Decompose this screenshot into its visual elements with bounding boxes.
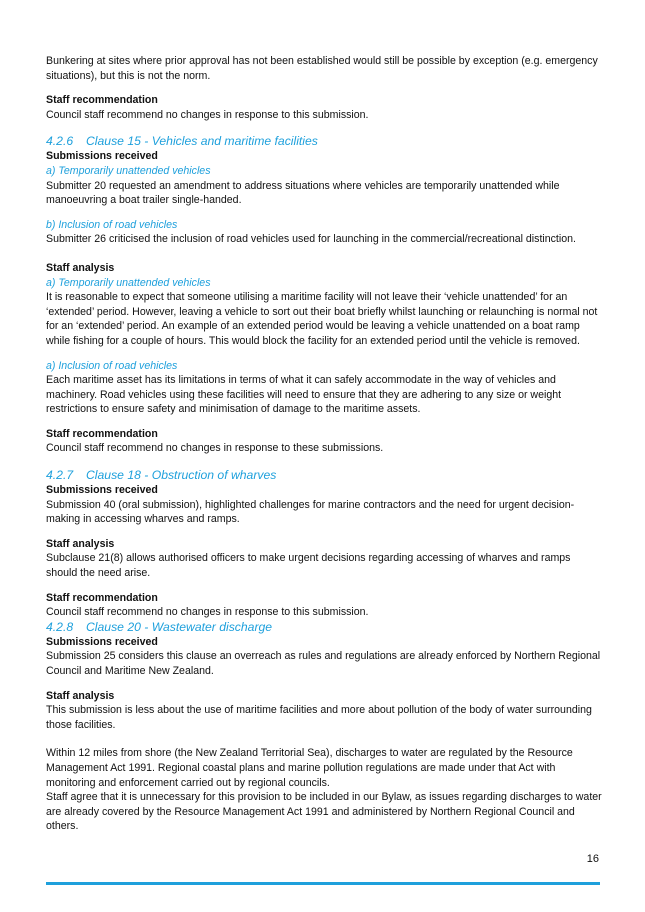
page-content (46, 54, 602, 834)
subheading-unattended-vehicles: a) Temporarily unattended vehicles (46, 276, 211, 289)
staff-analysis-heading: Staff analysis (46, 689, 115, 702)
analysis-text: Within 12 miles from shore (the New Zealand Territorial Sea), discharges to water are regulated by the Resource Management Act 1991. Regional coastal plans and marine pollution regulations are made under that Act with monitoring and enforcement carried out by regional councils. (46, 747, 573, 789)
section-number: 4.2.8 (46, 619, 74, 634)
staff-recommendation-heading: Staff recommendation (46, 427, 158, 440)
submission-text: Submission 40 (oral submission), highlighted challenges for marine contractors and the need for urgent decision-making in accessing wharves and ramps. (46, 498, 575, 526)
analysis-text: Staff agree that it is unnecessary for this provision to be included in our Bylaw, as issues regarding discharges to water are already covered by the Resource Management Act 1991 and administered by Northern Regional Council and others. (46, 791, 602, 833)
staff-recommendation-text: Council staff recommend no changes in response to this submission. (46, 606, 369, 619)
section-title: Clause 15 - Vehicles and maritime facilities (86, 134, 318, 149)
intro-paragraph: Bunkering at sites where prior approval has not been established would still be possible by exception (e.g. emergency situations), but this is not the norm. (46, 55, 598, 82)
analysis-text: Subclause 21(8) allows authorised officers to make urgent decisions regarding accessing of wharves and ramps should the need arise. (46, 552, 571, 580)
section-number: 4.2.6 (46, 134, 74, 149)
section-title: Clause 20 - Wastewater discharge (86, 619, 273, 634)
analysis-text: It is reasonable to expect that someone utilising a maritime facility will not leave their ‘vehicle unattended’ for an ‘extended’ period. However, leaving a vehicle to sort out their boat briefly whilst launching or relaunching is normal not for an ‘extended’ period. An example of an extended period would be leaving a vehicle unattended on a boat ramp while fishing for a couple of hours. This would block the facility for an extended period until the vehicle is removed. (46, 291, 598, 347)
submissions-received-heading: Submissions received (46, 150, 158, 163)
submission-text: Submitter 26 criticised the inclusion of road vehicles used for launching in the commercial/recreational distinction. (46, 233, 576, 246)
subheading-unattended-vehicles: a) Temporarily unattended vehicles (46, 164, 211, 177)
submissions-received-heading: Submissions received (46, 635, 158, 648)
staff-analysis-heading: Staff analysis (46, 537, 115, 550)
subheading-road-vehicles: a) Inclusion of road vehicles (46, 359, 178, 372)
section-heading-4-2-6 (46, 134, 602, 149)
submission-text: Submitter 20 requested an amendment to address situations where vehicles are temporarily unattended while manoeuvring a boat trailer single-handed. (46, 179, 560, 207)
analysis-text: This submission is less about the use of maritime facilities and more about pollution of the body of water surrounding those facilities. (46, 704, 592, 731)
staff-recommendation-heading: Staff recommendation (46, 591, 158, 604)
staff-recommendation-text: Council staff recommend no changes in response to this submission. (46, 108, 369, 121)
page-number: 16 (586, 853, 599, 865)
staff-recommendation-heading: Staff recommendation (46, 94, 158, 107)
footer-rule (46, 882, 600, 885)
section-number: 4.2.7 (46, 468, 74, 483)
staff-recommendation-text: Council staff recommend no changes in response to these submissions. (46, 442, 384, 455)
submissions-received-heading: Submissions received (46, 484, 158, 497)
staff-analysis-heading: Staff analysis (46, 261, 115, 274)
submission-text: Submission 25 considers this clause an overreach as rules and regulations are already enforced by Northern Regional Council and Maritime New Zealand. (46, 650, 601, 677)
analysis-text: Each maritime asset has its limitations in terms of what it can safely accommodate in the way of vehicles and machinery. Road vehicles using these facilities will need to ensure that they are adhering to any size or weight restrictions to ensure safety and minimisation of damage to the maritime assets. (46, 374, 562, 416)
subheading-road-vehicles: b) Inclusion of road vehicles (46, 218, 178, 231)
section-title: Clause 18 - Obstruction of wharves (86, 468, 277, 483)
section-heading-4-2-7 (46, 468, 602, 483)
section-heading-4-2-8 (46, 620, 602, 635)
